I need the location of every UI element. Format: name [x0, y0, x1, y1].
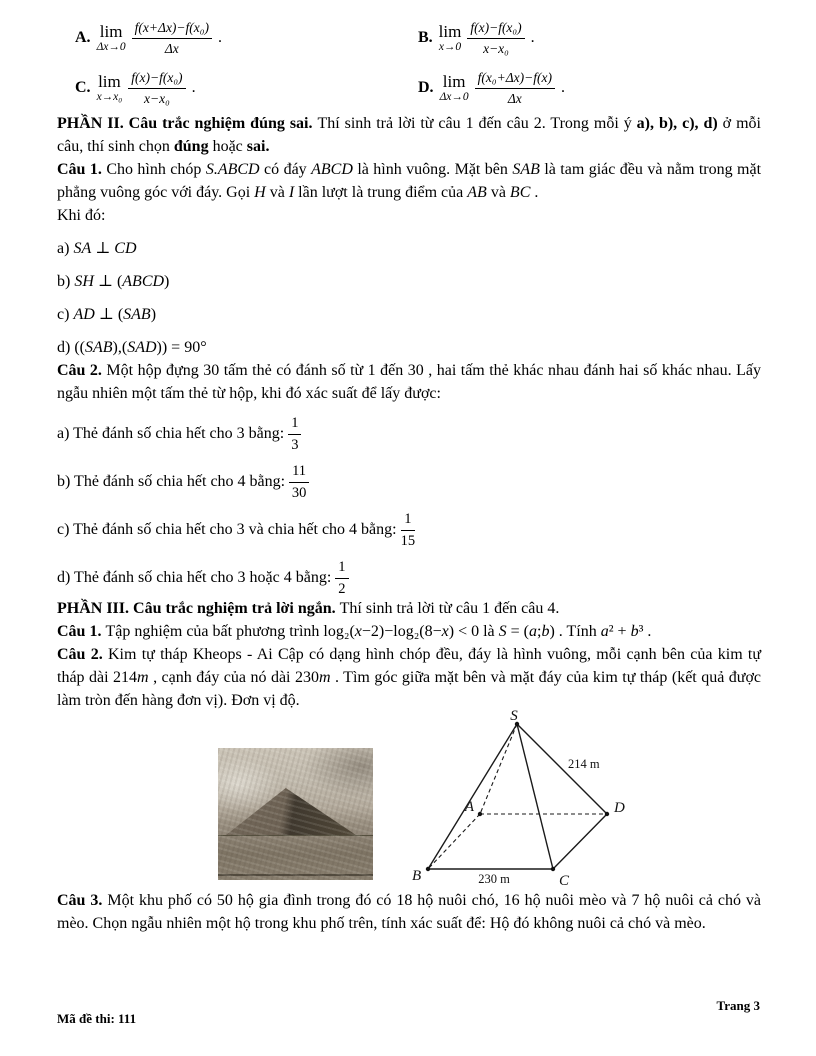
- period: .: [217, 29, 222, 46]
- question1-item-b: b) SH ⊥ (ABCD): [57, 273, 170, 290]
- option-a: [75, 16, 418, 60]
- question1-item-c: c) AD ⊥ (SAB): [57, 306, 157, 323]
- label-edge-SD: 214 m: [568, 757, 600, 771]
- vertex-A: [478, 812, 482, 816]
- limit-operator: lim x→0: [438, 21, 462, 53]
- fraction: $\frac{11}{30}$: [289, 462, 309, 503]
- part2-question-1-khido: Khi đó:: [57, 207, 106, 224]
- limit-operator: lim Δx→0: [439, 71, 469, 103]
- photo-grain-overlay: [218, 748, 373, 880]
- part2-question-1: Câu 1. Cho hình chóp S.ABCD có đáy ABCD là hình vuông. Mặt bên SAB là tam giác đều và nằm trong mặt phẳng vuông góc với đáy. Gọi H và I lần lượt là trung điểm của AB và BC .: [57, 161, 762, 201]
- period: .: [560, 79, 565, 96]
- vertex-B: [426, 867, 430, 871]
- label-A: A: [464, 799, 474, 815]
- option-c: [75, 66, 418, 110]
- edge-CD: [553, 814, 607, 869]
- edge-SB: [428, 724, 517, 869]
- question1-item-a: a) SA ⊥ CD: [57, 240, 137, 257]
- option-letter: A.: [75, 29, 91, 46]
- vertex-C: [551, 867, 555, 871]
- part3-question-2: Câu 2. Kim tự tháp Kheops - Ai Cập có dạng hình chóp đều, đáy là hình vuông, mỗi cạnh bên của kim tự tháp dài 214m , cạnh đáy của nó dài 230m . Tìm góc giữa mặt bên và mặt đáy của kim tự tháp (kết quả được làm tròn đến hàng đơn vị). Đơn vị độ.: [57, 646, 762, 709]
- part2-heading: PHẦN II. Câu trắc nghiệm đúng sai. Thí sinh trả lời từ câu 1 đến câu 2. Trong mỗi ý a), b), c), d) ở mỗi câu, thí sinh chọn đúng hoặc sai.: [57, 115, 761, 155]
- question2-item-d: [57, 559, 761, 597]
- option-letter: D.: [418, 79, 434, 96]
- limit-operator: lim Δx→0: [96, 21, 126, 53]
- limit-operator: lim x→x₀: [96, 71, 123, 103]
- question1-item-d: d) ((SAB),(SAD)) = 90°: [57, 339, 207, 356]
- label-edge-BC: 230 m: [478, 872, 510, 886]
- fraction: $\frac{1}{3}$: [288, 414, 301, 455]
- edge-AB: [428, 814, 480, 869]
- option-letter: B.: [418, 29, 433, 46]
- fraction: $\frac{\text{f(x)−f(x₀)}}{\text{x−x₀}}$: [467, 19, 524, 57]
- edge-SC: [517, 724, 553, 869]
- figure-row: [57, 708, 761, 889]
- part3-question-1: Câu 1. Tập nghiệm của bất phương trình log₂(x−2)−log₂(8−x) < 0 là S = (a;b) . Tính a² + b³ .: [57, 623, 652, 640]
- part3-question-3: Câu 3. Một khu phố có 50 hộ gia đình trong đó có 18 hộ nuôi chó, 16 hộ nuôi mèo và 7 hộ nuôi cả chó và mèo. Chọn ngẫu nhiên một hộ trong khu phố trên, tính xác suất để: Hộ đó không nuôi cả chó và mèo.: [57, 892, 762, 932]
- label-C: C: [559, 873, 570, 889]
- label-S: S: [510, 708, 518, 724]
- label-D: D: [614, 800, 625, 816]
- fraction: $\frac{\text{f(x₀+Δx)−f(x)}}{\Delta x}$: [475, 69, 555, 107]
- item-label: d) Thẻ đánh số chia hết cho 3 hoặc 4 bằng:: [57, 569, 332, 586]
- fraction: $\frac{\text{f(x)−f(x₀)}}{\text{x−x₀}}$: [128, 69, 185, 107]
- question2-item-c: [57, 511, 761, 549]
- page-content: [57, 16, 761, 935]
- page-number: Trang 3: [716, 998, 760, 1013]
- item-label: a) Thẻ đánh số chia hết cho 3 bằng:: [57, 425, 285, 442]
- label-B: B: [412, 868, 422, 884]
- answer-options: [57, 16, 761, 110]
- item-label: c) Thẻ đánh số chia hết cho 3 và chia hết cho 4 bằng:: [57, 521, 397, 538]
- item-label: b) Thẻ đánh số chia hết cho 4 bằng:: [57, 473, 286, 490]
- fraction: $\frac{\text{f(x+Δx)−f(x₀)}}{\Delta x}$: [132, 19, 212, 57]
- exam-code: Mã đề thi: 111: [57, 1011, 137, 1026]
- period: .: [191, 79, 196, 96]
- option-letter: C.: [75, 79, 91, 96]
- question2-item-a: [57, 415, 761, 453]
- period: .: [530, 29, 535, 46]
- question2-item-b: [57, 463, 761, 501]
- option-d: [418, 66, 761, 110]
- part3-heading: PHẦN III. Câu trắc nghiệm trả lời ngắn. Thí sinh trả lời từ câu 1 đến câu 4.: [57, 600, 560, 617]
- fraction: $\frac{1}{15}$: [400, 510, 416, 549]
- fraction: $\frac{1}{2}$: [335, 558, 348, 599]
- pyramid-diagram: [410, 708, 645, 889]
- pyramid-photo: [218, 748, 373, 880]
- option-b: [418, 16, 761, 60]
- edge-SA: [480, 724, 517, 814]
- vertex-D: [605, 812, 609, 816]
- part2-question-2: Câu 2. Một hộp đựng 30 tấm thẻ có đánh số từ 1 đến 30 , hai tấm thẻ khác nhau đánh hai số khác nhau. Lấy ngẫu nhiên một tấm thẻ từ hộp, khi đó xác suất để lấy được:: [57, 362, 761, 402]
